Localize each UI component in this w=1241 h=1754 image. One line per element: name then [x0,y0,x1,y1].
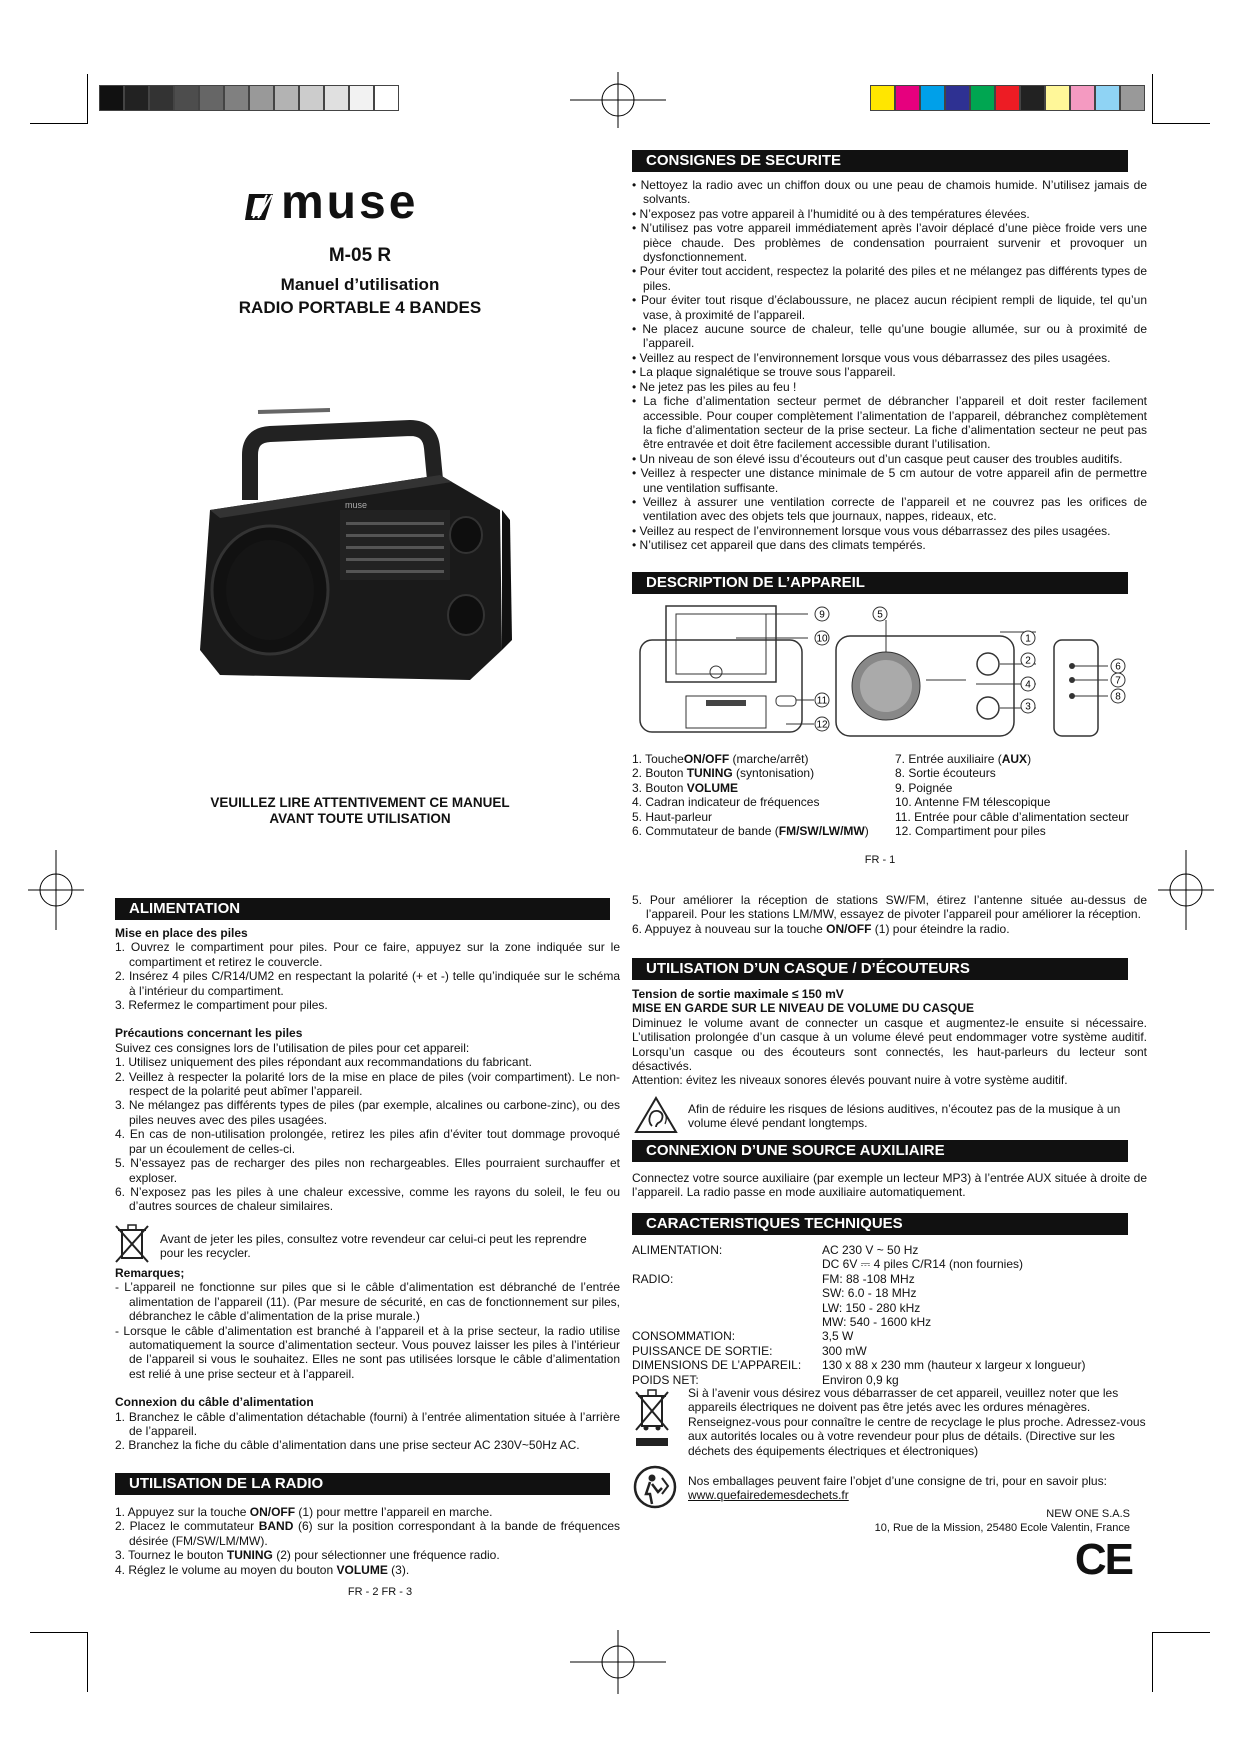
color-swatch [1070,85,1095,111]
part-item [632,781,892,795]
safety-item: • Ne jetez pas les piles au feu ! [632,379,797,394]
battery-precaution-item: 3. Ne mélangez pas différents types de piles (par exemple, alcalines ou carbone-zinc), ou des piles neuves avec des piles usagées. [115,1098,620,1127]
gray-swatch [299,85,324,111]
callout-label: 7 [1115,675,1121,687]
battery-precaution-item: 6. N’exposez pas les piles à une chaleur excessive, comme les rayons du soleil, le feu ou d’autres sources de chaleur similaires. [115,1184,620,1214]
part-item-text-end: ) [1027,752,1032,766]
registration-mark [1158,850,1214,930]
spec-row [632,1358,1147,1372]
part-item-text: 4. Cadran indicateur de fréquences [632,795,820,810]
weee-bin-icon [632,1386,672,1448]
specs-heading: CARACTERISTIQUES TECHNIQUES [632,1213,1128,1235]
crossed-bin-icon [112,1222,152,1266]
battery-install-title: Mise en place des piles [115,926,248,940]
radio-step-bold: VOLUME [336,1562,388,1577]
spec-row [632,1243,1147,1272]
color-swatch [1020,85,1045,111]
spec-row [632,1344,1147,1358]
safety-heading: CONSIGNES DE SECURITE [632,150,1128,172]
safety-item: • Veillez au respect de l’environnement lorsque vous vous débarrassez des piles usagées. [632,350,1111,365]
battery-precaution-item: 1. Utilisez uniquement des piles répondant aux recommandations du fabricant. [115,1055,532,1070]
spec-value: DC 6V ⎓ 4 piles C/R14 (non fournies) [822,1257,1023,1272]
safety-list [632,178,1147,553]
callout-label: 9 [819,609,825,621]
spec-key: CONSOMMATION: [632,1329,736,1344]
brand-logo [245,176,475,230]
crop-mark [1152,1632,1153,1692]
gray-swatch [374,85,399,111]
battery-precautions-title: Précautions concernant les piles [115,1026,303,1041]
gray-swatch [99,85,124,111]
callout-label: 10 [816,633,828,645]
page-number-2-3: FR - 2 FR - 3 [347,1586,413,1598]
power-cable-step: 1. Branchez le câble d’alimentation détachable (fourni) à l’entrée alimentation située à l’arrière de l’appareil. [115,1409,620,1439]
spec-value: AC 230 V ~ 50 Hz [822,1243,919,1257]
crop-mark [30,1632,88,1633]
spec-value: FM: 88 -108 MHz [822,1271,915,1286]
callout-label: 8 [1115,691,1121,703]
battery-install-step: 1. Ouvrez le compartiment pour piles. Pour ce faire, appuyez sur la zone indiquée sur le compartiment et retirez le couvercle. [115,940,620,969]
spec-row [632,1272,1147,1330]
triman-link[interactable]: www.quefairedemesdechets.fr [688,1488,849,1503]
battery-install-step: 3. Refermez le compartiment pour piles. [115,998,328,1013]
spec-key: ALIMENTATION: [632,1243,723,1257]
callout-label: 5 [877,609,883,621]
gray-swatch [199,85,224,111]
radio-step [115,1563,620,1577]
part-item [632,810,892,824]
part-item-text: 3. Bouton [632,780,687,795]
registration-mark [570,1630,666,1694]
part-item [632,752,892,766]
spec-value: MW: 540 - 1600 kHz [822,1315,932,1330]
spec-values [822,1358,1085,1372]
radio-step [115,1505,620,1519]
spec-value: 300 mW [822,1343,867,1358]
part-item [895,824,1155,838]
callout-label: 6 [1115,661,1121,673]
spec-values [822,1329,853,1343]
crop-mark [30,123,88,124]
part-item-text: 7. Entrée auxiliaire ( [895,752,1002,766]
battery-install-step: 2. Insérez 4 piles C/R14/UM2 en respectant la polarité (+ et -) telle qu’indiquée sur le schéma à l’intérieur du compartiment. [115,969,620,998]
page-number-1: FR - 1 [864,854,896,866]
part-item-text: 2. Bouton [632,766,687,781]
color-swatch [920,85,945,111]
color-swatch [995,85,1020,111]
read-notice-line-2: AVANT TOUTE UTILISATION [269,811,451,826]
registration-mark [570,72,666,128]
radio-logo: muse [345,500,368,510]
gray-swatch [324,85,349,111]
spec-values [822,1373,899,1387]
gray-swatch [149,85,174,111]
safety-item: • Ne placez aucune source de chaleur, telle qu’une bougie allumée, sur ou à proximité de l’appareil. [632,322,1147,351]
safety-item: • N’utilisez pas votre appareil immédiatement après l’avoir déplacé d’une pièce froide vers une pièce chaude. Des problèmes de condensation pourraient survenir et provoquer un dysfonctionnement. [632,221,1147,265]
spec-key: RADIO: [632,1271,674,1286]
spec-row [632,1329,1147,1343]
ce-mark-icon: CE [1074,1535,1132,1584]
volume-warning-title: MISE EN GARDE SUR LE NIVEAU DE VOLUME DU CASQUE [632,1001,975,1016]
aux-heading: CONNEXION D’UNE SOURCE AUXILIAIRE [632,1140,1128,1162]
radio-step-text-end: (1) pour mettre l’appareil en marche. [295,1505,493,1519]
safety-item: • Veillez à assurer une ventilation correcte de l’appareil et ne couvrez pas les orifices de ventilation avec des objets tels que journaux, nappes, rideaux, etc. [632,494,1147,524]
battery-precaution-item: 5. N’essayez pas de recharger des piles non rechargeables. Elles pourraient surchauffer et exploser. [115,1156,620,1185]
callout-label: 12 [816,719,828,731]
crop-mark [1152,1632,1210,1633]
radio-step-text: 2. Placez le commutateur [115,1519,259,1534]
safety-item: • N’exposez pas votre appareil à l’humidité ou à des températures élevées. [632,206,1030,221]
radio-use-continued [632,893,1147,936]
company-address: 10, Rue de la Mission, 25480 Ecole Valentin, France [874,1522,1130,1534]
radio-step-5: 5. Pour améliorer la réception de stations SW/FM, étirez l’antenne située au-dessus de l’appareil. Pour les stations LM/MW, essayez de pivoter l’appareil pour améliorer la réception. [632,893,1147,922]
part-item [895,810,1155,824]
part-item-text: 12. Compartiment pour piles [895,824,1046,839]
spec-row [632,1373,1147,1387]
spec-key: DIMENSIONS DE L’APPAREIL: [632,1358,802,1373]
spec-value: Environ 0,9 kg [822,1372,899,1387]
read-notice-line-1: VEUILLEZ LIRE ATTENTIVEMENT CE MANUEL [210,795,510,810]
brand-name: muse [281,176,419,229]
callout-label: 11 [816,695,828,707]
product-title: RADIO PORTABLE 4 BANDES [238,298,482,317]
hearing-warning-text: Afin de réduire les risques de lésions auditives, n’écoutez pas de la musique à un volume élevé pendant longtemps. [688,1102,1121,1131]
radio-step-text: 1. Appuyez sur la touche [115,1505,250,1519]
callout-label: 2 [1025,655,1031,667]
registration-mark [28,850,84,930]
read-notice [150,795,570,827]
spec-values [822,1344,867,1358]
part-item-bold: AUX [1001,752,1028,766]
part-item [632,795,892,809]
headphones-paragraph: Diminuez le volume avant de connecter un casque et augmentez-le ensuite si nécessaire. L’utilisation prolongée d’un casque à un volume élevé peut endommager votre système auditif. Lorsqu’un casque ou des écouteurs sont connectés, les haut-parleurs du lecteur sont désactivés. [632,1015,1147,1074]
part-item-text-end: (marche/arrêt) [729,752,809,766]
battery-precautions-list [115,1055,620,1213]
manual-title: Manuel d’utilisation [280,275,440,294]
company-block [790,1507,1130,1535]
parts-list-right [895,752,1155,838]
spec-key: PUISSANCE DE SORTIE: [632,1343,773,1358]
part-item [632,824,892,838]
weee-text: Si à l’avenir vous désirez vous débarrasser de cet appareil, veuillez noter que les appareils électriques ne doivent pas être jetés avec les ordures ménagères. Renseignez-vous pour connaître le centre de recyclage le plus proche. Adressez-vous aux autorités locales ou à votre revendeur pour plus de détails. (Directive sur les déchets des équipements électriques et électroniques) [688,1386,1146,1458]
color-swatch [870,85,895,111]
aux-paragraph: Connectez votre source auxiliaire (par exemple un lecteur MP3) à l’entrée AUX située à droite de l’appareil. La radio passe en mode auxiliaire automatiquement. [632,1171,1147,1200]
max-output-voltage: Tension de sortie maximale ≤ 150 mV [632,987,844,1001]
gray-swatch [249,85,274,111]
power-cable-steps [115,1410,620,1453]
part-item-bold: FM/SW/LW/MW [778,824,865,839]
part-item-text: 11. Entrée pour câble d’alimentation secteur [895,809,1129,824]
safety-item: • N’utilisez cet appareil que dans des climats tempérés. [632,538,926,553]
spec-value: LW: 150 - 280 kHz [822,1300,921,1315]
safety-item: • Veillez à respecter une distance minimale de 5 cm autour de votre appareil afin de permettre une ventilation suffisante. [632,466,1147,495]
radio-step-bold: TUNING [226,1548,273,1563]
crop-mark [87,1632,88,1692]
radio-step [115,1519,620,1548]
triman-block [688,1474,1148,1503]
safety-item: • La fiche d’alimentation secteur permet de débrancher l’appareil et doit rester facilement accessible. Pour couper complètement l’alimentation de l’appareil, débranchez complètement la fiche d’alimentation secteur de la prise secteur. La fiche d’alimentation secteur ne peut pas être entravée et doit être facilement accessible durant l’utilisation. [632,394,1147,452]
spec-value: SW: 6.0 - 18 MHz [822,1286,917,1301]
gray-swatch [224,85,249,111]
radio-step-6-bold: ON/OFF [826,921,872,936]
radio-use-steps [115,1505,620,1577]
description-heading: DESCRIPTION DE L’APPAREIL [632,572,1128,594]
crop-mark [1152,74,1153,124]
triman-icon [632,1464,678,1510]
part-item [895,752,1155,766]
spec-value: 3,5 W [822,1329,854,1344]
part-item-text: 8. Sortie écouteurs [895,766,996,781]
power-cable-title: Connexion du câble d’alimentation [115,1395,314,1410]
crop-mark [87,74,88,124]
parts-list-left [632,752,892,838]
part-item-text-end: (syntonisation) [732,766,815,781]
headphones-attention: Attention: évitez les niveaux sonores élevés pouvant nuire à votre système auditif. [632,1073,1068,1088]
battery-recycle-note: Avant de jeter les piles, consultez votre revendeur car celui-ci peut les reprendre pour les recycler. [160,1232,587,1261]
part-item [895,795,1155,809]
radio-step-text: 3. Tournez le bouton [115,1548,227,1563]
radio-step [115,1548,620,1562]
alimentation-body [115,926,620,1214]
radio-step-text-end: (2) pour sélectionner une fréquence radio. [272,1548,500,1563]
part-item-text: 9. Poignée [895,780,953,795]
battery-precaution-item: 4. En cas de non-utilisation prolongée, retirez les piles afin d’éviter tout dommage provoqué par un écoulement de celles-ci. [115,1127,620,1156]
part-item-text-end: ) [864,824,869,839]
part-item-text: 5. Haut-parleur [632,809,713,824]
hearing-warning-icon [634,1096,678,1134]
radio-photo [190,400,520,700]
safety-item: • La plaque signalétique se trouve sous l’appareil. [632,365,896,380]
radio-step-text: 4. Réglez le volume au moyen du bouton [115,1562,337,1577]
spec-values [822,1243,1023,1272]
part-item-bold: TUNING [686,766,733,781]
battery-precautions-intro: Suivez ces consignes lors de l’utilisation de piles pour cet appareil: [115,1040,470,1055]
gray-swatch [174,85,199,111]
gray-swatch [274,85,299,111]
model-title: M-05 R [328,245,392,266]
radio-use-heading: UTILISATION DE LA RADIO [115,1473,610,1495]
remark-item: - Lorsque le câble d’alimentation est branché à l’appareil et à la prise secteur, la radio utilise automatiquement la source d’alimentation secteur. Vous pouvez laisser les piles à l’intérieur de l’appareil si vous le souhaitez. Elles ne sont pas utilisées lorsque le câble d’alimentation est relié à une prise secteur et à l’appareil. [115,1323,620,1381]
callout-label: 1 [1025,633,1031,645]
headphones-heading: UTILISATION D’UN CASQUE / D’ÉCOUTEURS [632,958,1128,980]
safety-item: • Nettoyez la radio avec un chiffon doux ou une peau de chamois humide. N’utilisez jamais de solvants. [632,178,1147,207]
spec-key: POIDS NET: [632,1372,699,1387]
remarks-title: Remarques; [115,1266,185,1280]
battery-install-steps [115,940,620,1012]
part-item-text: 6. Commutateur de bande ( [632,824,779,839]
radio-step-6 [632,922,1147,936]
part-item-text: 10. Antenne FM télescopique [895,795,1051,810]
part-item [895,766,1155,780]
spec-value: 130 x 88 x 230 mm (hauteur x largeur x longueur) [822,1358,1086,1373]
radio-step-bold: BAND [258,1519,294,1534]
radio-step-text-end: (6) sur la position correspondant à la bande de fréquences désirée (FM/SW/LM/MW). [129,1519,620,1548]
remark-item: - L’appareil ne fonctionne sur piles que si le câble d’alimentation est débranché de l’entrée alimentation de l’appareil (11). (Par mesure de sécurité, en cas de fonctionnement sur piles, débranchez le câble d’alimentation de la prise murale.) [115,1280,620,1324]
company-name: NEW ONE S.A.S [1046,1508,1130,1520]
color-swatch [1045,85,1070,111]
radio-step-6-text-end: (1) pour éteindre la radio. [871,921,1010,936]
gray-swatch [124,85,149,111]
color-swatch [1095,85,1120,111]
part-item-bold: VOLUME [686,780,739,795]
triman-text: Nos emballages peuvent faire l’objet d’une consigne de tri, pour en savoir plus: [688,1474,1107,1488]
remarks-list [115,1280,620,1381]
headphones-body [632,987,1147,1088]
alimentation-heading: ALIMENTATION [115,898,610,920]
radio-step-6-text: 6. Appuyez à nouveau sur la touche [632,921,827,936]
safety-item: • Pour éviter tout accident, respectez la polarité des piles et ne mélangez pas différents types de piles. [632,264,1147,293]
callout-label: 4 [1025,679,1031,691]
battery-precaution-item: 2. Veillez à respecter la polarité lors de la mise en place de piles (voir compartiment). Le non-respect de la polarité peut abîmer l’appareil. [115,1069,620,1099]
power-cable-step: 2. Branchez la fiche du câble d’alimentation dans une prise secteur AC 230V~50Hz AC. [115,1438,580,1453]
specs-table [632,1243,1147,1387]
gray-swatch [349,85,374,111]
color-swatch [970,85,995,111]
safety-item: • Veillez au respect de l’environnement lorsque vous vous débarrassez des piles usagées. [632,523,1111,538]
safety-item: • Pour éviter tout risque d’éclaboussure, ne placez aucun récipient rempli de liquide, tel qu’un vase, à proximité de l’appareil. [632,293,1147,322]
part-item-bold: ON/OFF [683,752,730,766]
part-item [632,766,892,780]
radio-step-text-end: (3). [387,1562,410,1577]
remarks-block [115,1266,620,1453]
color-swatch [945,85,970,111]
part-item [895,781,1155,795]
device-diagram [636,600,1136,740]
crop-mark [1152,123,1210,124]
color-swatch [1120,85,1145,111]
safety-item: • Un niveau de son élevé issu d’écouteurs out d’un casque peut causer des troubles auditifs. [632,451,1123,466]
spec-values [822,1272,931,1330]
callout-label: 3 [1025,701,1031,713]
radio-step-bold: ON/OFF [249,1505,296,1519]
color-swatch [895,85,920,111]
part-item-text: 1. Touche [632,752,684,766]
